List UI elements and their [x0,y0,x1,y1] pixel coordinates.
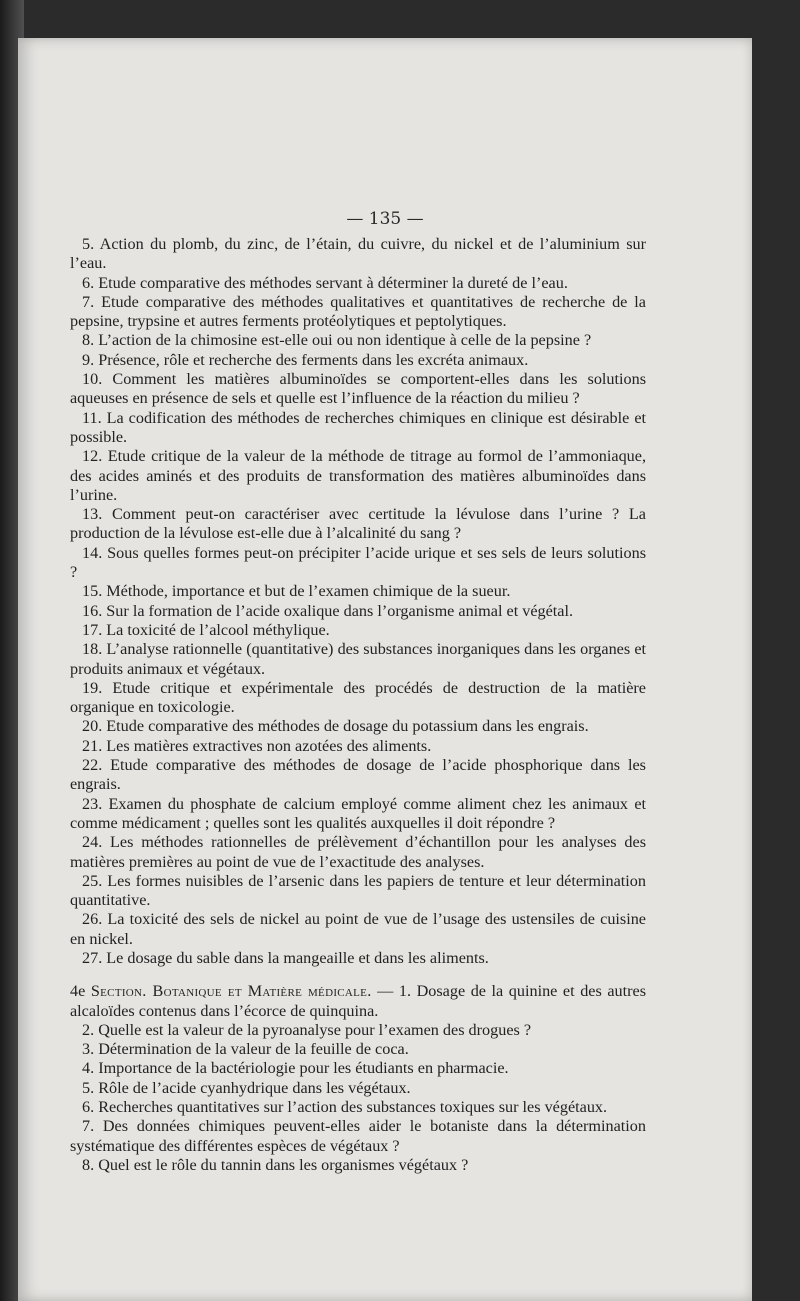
list-item: 24. Les méthodes rationnelles de prélèvement d’échantillon pour les analyses des matières premières au point de vue de l’exactitude des analyses. [70,833,646,871]
list-item: 12. Etude critique de la valeur de la méthode de titrage au formol de l’ammoniaque, des acides aminés et des produits de transformation des matières albuminoïdes dans l’urine. [70,447,646,504]
list-item: 11. La codification des méthodes de recherches chimiques en clinique est désirable et possible. [70,408,646,446]
list-item: 8. L’action de la chimosine est-elle oui ou non identique à celle de la pepsine ? [82,331,592,350]
list-item: 4. Importance de la bactériologie pour les étudiants en pharmacie. [82,1059,509,1078]
list-item: 19. Etude critique et expérimentale des procédés de destruction de la matière organique en toxicologie. [70,678,646,717]
list-item: 22. Etude comparative des méthodes de dosage de l’acide phosphorique dans les engrais. [70,756,646,794]
list-item: 3. Détermination de la valeur de la feuille de coca. [82,1040,409,1059]
list-item: 14. Sous quelles formes peut-on précipiter l’acide urique et ses sels de leurs solutions ? [70,543,646,582]
list-item: 18. L’analyse rationnelle (quantitative) des substances inorganiques dans les organes et produits animaux et végétaux. [70,640,646,678]
section-heading [70,982,646,1021]
list-item: 5. Action du plomb, du zinc, de l’étain, du cuivre, du nickel et de l’aluminium sur l’eau. [70,235,646,273]
section-first-item: — 1. Dosage de la quinine et des autres alcaloïdes contenus dans l’écorce de quinquina. [70,982,646,1020]
list-item: 7. Etude comparative des méthodes qualitatives et quantitatives de recherche de la pepsine, trypsine et autres ferments protéolytiques et peptolytiques. [70,292,646,331]
list-item: 17. La toxicité de l’alcool méthylique. [82,620,330,639]
list-item: 21. Les matières extractives non azotées des aliments. [82,736,432,755]
list-item: 9. Présence, rôle et recherche des ferments dans les excréta animaux. [82,350,529,369]
list-item: 13. Comment peut-on caractériser avec certitude la lévulose dans l’urine ? La production de la lévulose est-elle due à l’alcalinité du sang ? [70,505,646,543]
page-body-text [70,235,646,1175]
list-item: 27. Le dosage du sable dans la mangeaille et dans les aliments. [82,948,489,967]
list-item: 25. Les formes nuisibles de l’arsenic dans les papiers de tenture et leur détermination quantitative. [70,871,646,910]
list-item: 5. Rôle de l’acide cyanhydrique dans les végétaux. [82,1078,411,1097]
list-item: 15. Méthode, importance et but de l’examen chimique de la sueur. [82,582,511,601]
list-item: 6. Etude comparative des méthodes servant à déterminer la dureté de l’eau. [82,273,568,292]
list-item: 16. Sur la formation de l’acide oxalique dans l’organisme animal et végétal. [82,601,574,620]
book-page [18,38,752,1301]
list-item: 2. Quelle est la valeur de la pyroanalyse pour l’examen des drogues ? [82,1020,532,1039]
list-item: 20. Etude comparative des méthodes de dosage du potassium dans les engrais. [82,717,589,736]
section-title: Section. Botanique et Matière médicale. [90,982,372,1001]
page-number: — 135 — [346,209,424,229]
section-number: 4e [70,982,86,1001]
list-item: 8. Quel est le rôle du tannin dans les organismes végétaux ? [82,1155,469,1174]
list-item: 23. Examen du phosphate de calcium employé comme aliment chez les animaux et comme médicament ; quelles sont les qualités auxquelles il doit répondre ? [70,794,646,832]
list-item: 6. Recherches quantitatives sur l’action des substances toxiques sur les végétaux. [82,1098,608,1117]
list-item: 10. Comment les matières albuminoïdes se comportent-elles dans les solutions aqueuses en présence de sels et quelle est l’influence de la réaction du milieu ? [70,370,646,408]
list-item: 7. Des données chimiques peuvent-elles aider le botaniste dans la détermination systématique des différentes espèces de végétaux ? [70,1117,646,1155]
list-item: 26. La toxicité des sels de nickel au point de vue de l’usage des ustensiles de cuisine en nickel. [70,910,646,948]
